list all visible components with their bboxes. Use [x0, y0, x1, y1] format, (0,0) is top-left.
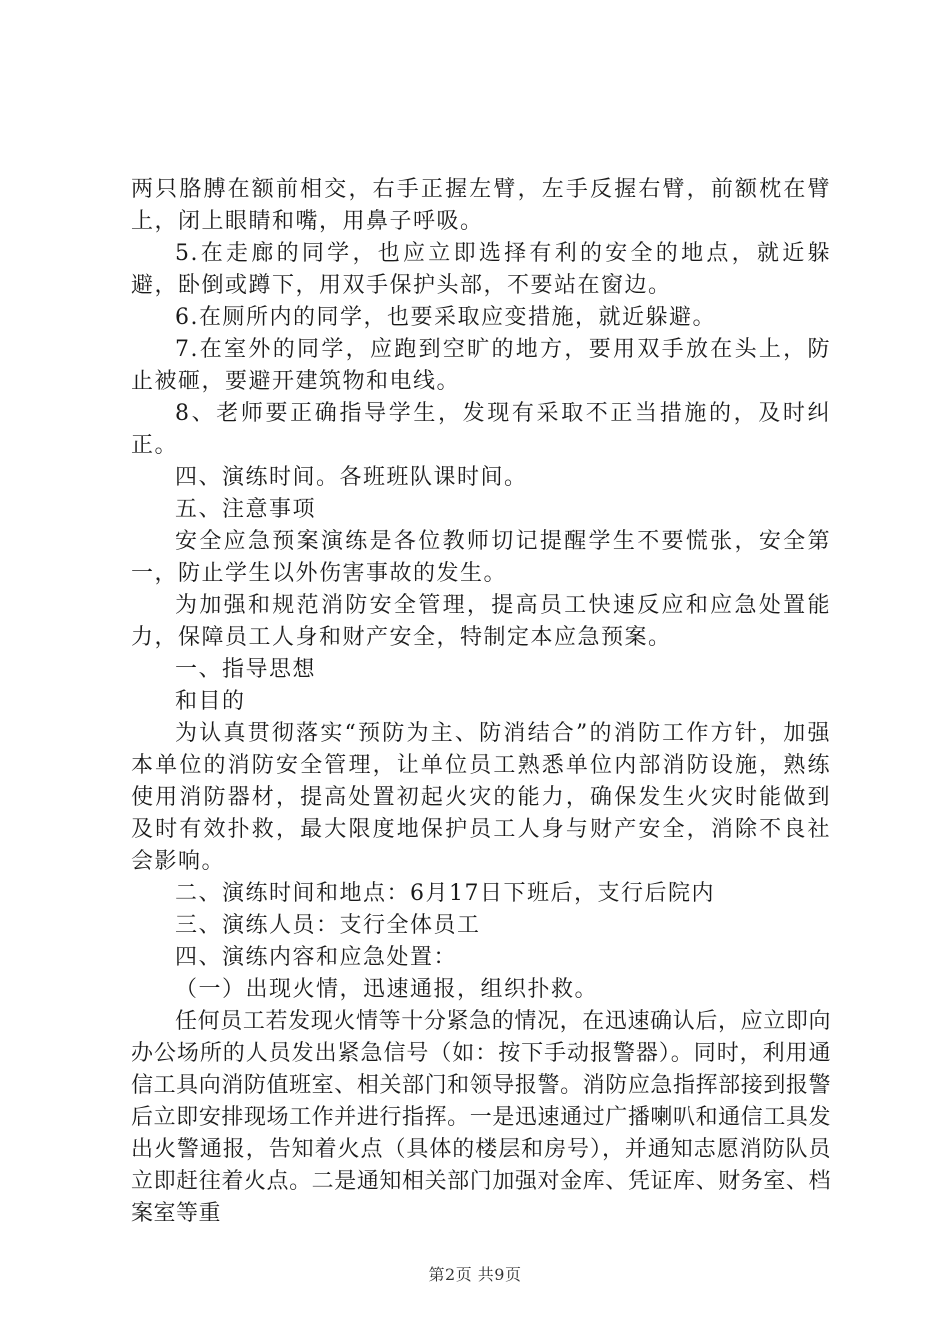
paragraph: 任何员工若发现火情等十分紧急的情况，在迅速确认后，应立即向办公场所的人员发出紧急信号（如：按下手动报警器）。同时，利用通信工具向消防值班室、相关部门和领导报警。消防应急指挥部接到报警后立即安排现场工作并进行指挥。一是迅速通过广播喇叭和通信工具发出火警通报，告知着火点（具体的楼层和房号），并通知志愿消防队员立即赶往着火点。二是通知相关部门加强对金库、凭证库、财务室、档案室等重: [131, 1009, 831, 1226]
paragraph: 两只胳膊在额前相交，右手正握左臂，左手反握右臂，前额枕在臂上，闭上眼睛和嘴，用鼻子呼吸。: [131, 177, 831, 234]
paragraph: 5.在走廊的同学，也应立即选择有利的安全的地点，就近躲避，卧倒或蹲下，用双手保护头部，不要站在窗边。: [131, 241, 831, 298]
paragraph: 6.在厕所内的同学，也要采取应变措施，就近躲避。: [175, 305, 716, 330]
paragraph: 为认真贯彻落实“预防为主、防消结合”的消防工作方针，加强本单位的消防安全管理，让单位员工熟悉单位内部消防设施，熟练使用消防器材，提高处置初起火灾的能力，确保发生火灾时能做到及时有效扑救，最大限度地保护员工人身与财产安全，消除不良社会影响。: [131, 721, 831, 874]
paragraph: 7.在室外的同学，应跑到空旷的地方，要用双手放在头上，防止被砸，要避开建筑物和电线。: [131, 337, 831, 394]
section-heading: 四、演练时间。各班班队课时间。: [175, 465, 528, 490]
sub-heading: （一）出现火情，迅速通报，组织扑救。: [175, 977, 599, 1002]
paragraph: 安全应急预案演练是各位教师切记提醒学生不要慌张，安全第一，防止学生以外伤害事故的发生。: [131, 529, 831, 586]
section-heading: 四、演练内容和应急处置：: [175, 945, 458, 970]
section-heading: 和目的: [175, 689, 246, 714]
paragraph: 8、老师要正确指导学生，发现有采取不正当措施的，及时纠正。: [131, 401, 831, 458]
section-heading: 一、指导思想: [175, 657, 317, 682]
document-body: [131, 174, 831, 1230]
section-heading: 三、演练人员：支行全体员工: [175, 913, 481, 938]
section-heading: 二、演练时间和地点：6月17日下班后，支行后院内: [175, 881, 715, 906]
paragraph: 为加强和规范消防安全管理，提高员工快速反应和应急处置能力，保障员工人身和财产安全，特制定本应急预案。: [131, 593, 831, 650]
page-number-footer: 第2页 共9页: [428, 1265, 522, 1284]
section-heading: 五、注意事项: [175, 497, 317, 522]
